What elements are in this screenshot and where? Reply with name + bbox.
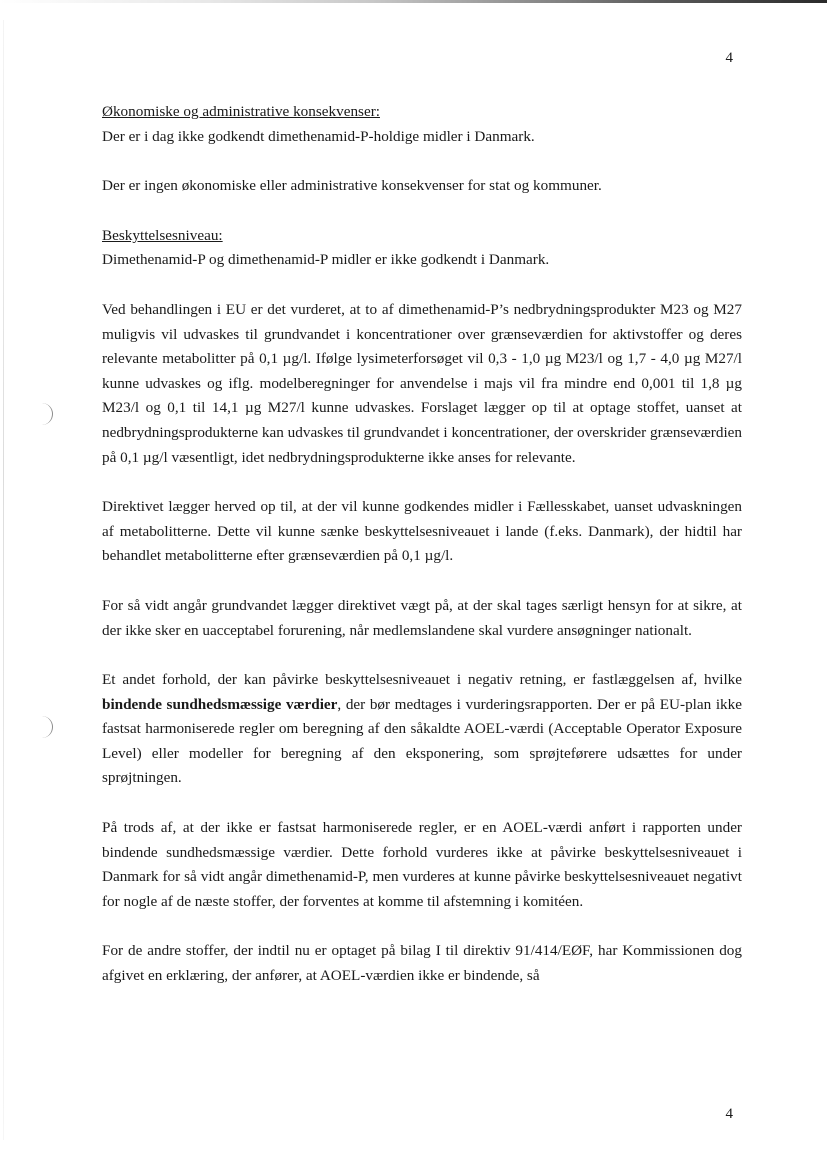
paragraph: For de andre stoffer, der indtil nu er optaget på bilag I til direktiv 91/414/EØF, har Kommissionen dog afgivet en erklæring, der anfører, at AOEL-værdien ikke er bindende, så: [102, 942, 742, 985]
scan-edge-top: [0, 0, 827, 3]
paragraph: Der er ingen økonomiske eller administrative konsekvenser for stat og kommuner.: [102, 177, 602, 195]
section-heading: Beskyttelsesniveau:: [102, 226, 223, 244]
paragraph: Direktivet lægger herved op til, at der vil kunne godkendes midler i Fællesskabet, uanset udvaskningen af metabolitterne. Dette vil kunne sænke beskyttelsesniveauet i lande (f.eks. Danmark), der hidtil har behandlet metabolitterne efter grænseværdien på 0,1 µg/l.: [102, 498, 742, 565]
punch-hole-mark: [40, 403, 53, 425]
section-heading: Økonomiske og administrative konsekvenser:: [102, 103, 380, 120]
page-number-bottom: 4: [725, 1106, 733, 1122]
paragraph: [102, 100, 742, 149]
paragraph: For så vidt angår grundvandet lægger direktivet vægt på, at der skal tages særligt hensyn for at sikre, at der ikke sker en uacceptabel forurening, når medlemslandene skal vurdere ansøgninger nationalt.: [102, 596, 742, 639]
paragraph-text: Dimethenamid-P og dimethenamid-P midler er ikke godkendt i Danmark.: [102, 251, 550, 269]
paragraph-text: Der er i dag ikke godkendt dimethenamid-P-holdige midler i Danmark.: [102, 127, 535, 145]
paragraph: [102, 224, 742, 273]
paragraph: Ved behandlingen i EU er det vurderet, at to af dimethenamid-P’s nedbrydningsprodukter M23 og M27 muligvis vil udvaskes til grundvandet i koncentrationer over grænseværdien for aktivstoffer og deres relevante metabolitter på 0,1 µg/l. Ifølge lysimeterforsøget vil 0,3 - 1,0 µg M23/l og 1,7 - 4,0 µg M27/l kunne udvaskes og iflg. modelberegninger for anvendelse i majs vil fra mindre end 0,001 til 1,8 µg M23/l og 0,1 til 14,1 µg M27/l kunne udvaskes. Forslaget lægger op til at optage stoffet, uanset at nedbrydningsprodukterne kan udvaskes til grundvandet i koncentrationer, der overskrider grænseværdien på 0,1 µg/l væsentligt, idet nedbrydningsprodukterne ikke anses for relevante.: [102, 300, 742, 466]
bold-phrase: bindende sundhedsmæssige værdier: [102, 695, 338, 713]
paragraph: [102, 668, 742, 791]
scan-edge-left: [3, 20, 4, 1140]
document-body: [102, 100, 742, 989]
paragraph-text: , der bør medtages i vurderingsrapporten. Der er på EU-plan ikke fastsat harmoniserede regler om beregning af den såkaldte AOEL-værdi (Acceptable Operator Exposure Level) eller modeller for beregning af den eksponering, som sprøjteførere udsættes for under sprøjtningen.: [102, 695, 742, 787]
page-number-top: 4: [725, 50, 733, 66]
paragraph-text: Et andet forhold, der kan påvirke beskyttelsesniveauet i negativ retning, er fastlæggelsen af, hvilke: [102, 671, 742, 689]
paragraph: På trods af, at der ikke er fastsat harmoniserede regler, er en AOEL-værdi anført i rapporten under bindende sundhedsmæssige værdier. Dette forhold vurderes ikke at påvirke beskyttelsesniveauet i Danmark for så vidt angår dimethenamid-P, men vurderes at kunne påvirke beskyttelsesniveauet negativt for nogle af de næste stoffer, der forventes at komme til afstemning i komitéen.: [102, 819, 742, 910]
punch-hole-mark: [40, 716, 53, 738]
